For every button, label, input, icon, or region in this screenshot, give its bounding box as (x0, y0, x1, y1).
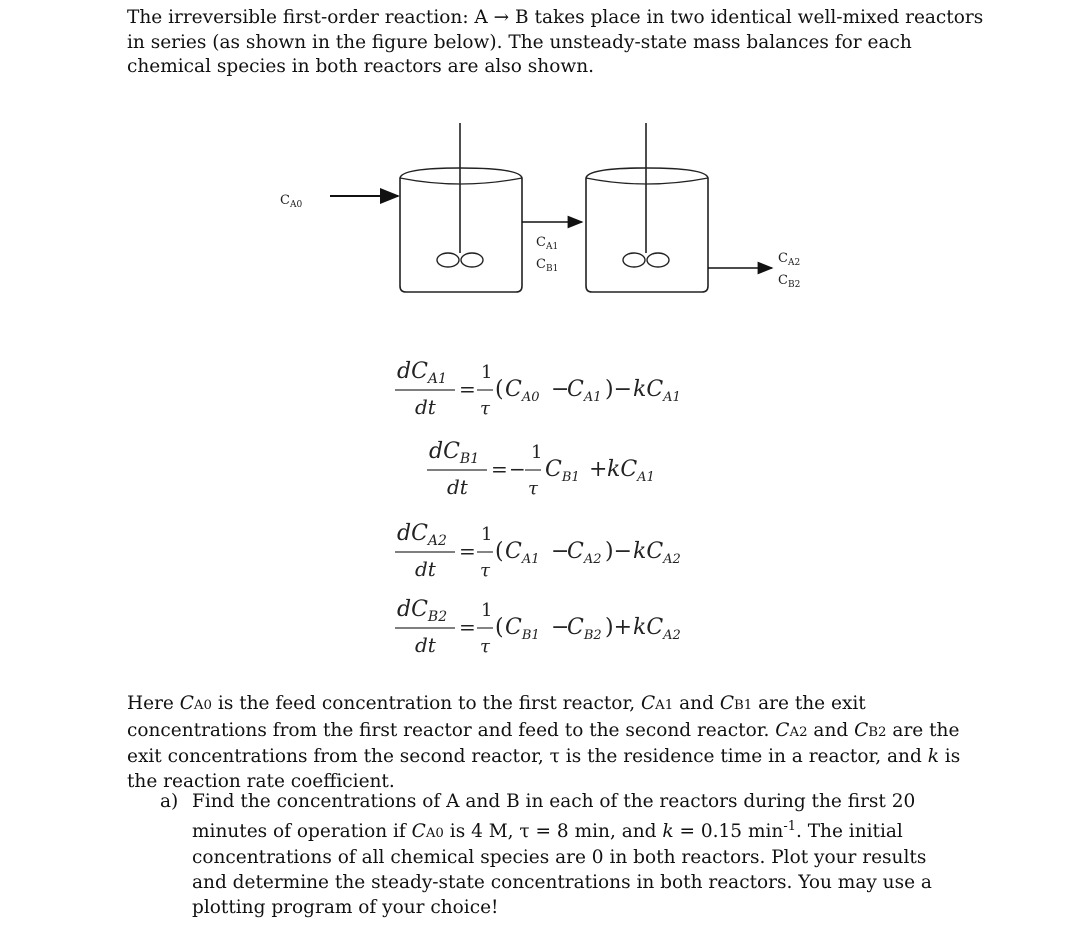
svg-text:τ: τ (480, 398, 490, 419)
svg-text:−: − (551, 615, 570, 640)
svg-text:−: − (551, 539, 570, 564)
equation-3 (395, 521, 681, 581)
mass-balance-equations (385, 350, 725, 670)
svg-text:CB1: $C_{B1}$ (505, 615, 540, 643)
svg-text:kCA2: $kC_{A2}$ (633, 615, 681, 643)
svg-text:(: ( (495, 539, 504, 564)
svg-text:)−: )− (605, 539, 633, 564)
reactor-2 (586, 123, 708, 292)
svg-text:dCB2: $dC_{B2}$ (397, 597, 448, 625)
cb1-term: CB1 (719, 693, 753, 714)
svg-text:1: 1 (481, 600, 493, 621)
exit-label-b: $C_{B2}$ (778, 273, 801, 290)
mid-label-a: $C_{A1}$ (536, 235, 559, 252)
svg-text:τ: τ (528, 478, 538, 499)
svg-text:kCA1: $kC_{A1}$ (633, 377, 681, 405)
svg-text:)+: )+ (605, 615, 633, 640)
svg-text:dt: dt (415, 557, 436, 581)
svg-text:1: 1 (531, 442, 543, 463)
svg-text:dCA2: $dC_{A2}$ (397, 521, 447, 549)
svg-text:−: − (551, 377, 570, 402)
svg-text:kCA2: $kC_{A2}$ (633, 539, 681, 567)
equation-1 (395, 359, 681, 419)
equation-2 (427, 439, 655, 499)
svg-text:(: ( (495, 615, 504, 640)
description-paragraph: Here CA0 is the feed concentration to the first reactor, CA1 and CB1 are the exit concentrations from the first reactor and feed to the second reactor. CA2 and CB2 are the exit concentrations from the second reactor, τ is the residence time in a reactor, and k is the reaction rate coefficient. (127, 693, 961, 792)
svg-text:CA1: $C_{A1}$ (505, 539, 540, 567)
svg-text:1: 1 (481, 362, 493, 383)
svg-text:dt: dt (415, 633, 436, 657)
exit-label-a: $C_{A2}$ (778, 251, 801, 268)
svg-text:dCB1: $dC_{B1}$ (429, 439, 480, 467)
cao-term: CA0 (179, 693, 213, 714)
svg-text:dt: dt (415, 395, 436, 419)
svg-text:CB2: $C_{B2}$ (567, 615, 602, 643)
svg-text:=: = (459, 539, 476, 563)
reactor-diagram (270, 118, 830, 308)
svg-text:=: = (459, 615, 476, 639)
svg-text:1: 1 (481, 524, 493, 545)
feed-label: $C_{A0}$ (280, 193, 303, 210)
svg-text:dt: dt (447, 475, 468, 499)
cb2-term: CB2 (854, 719, 887, 741)
svg-text:CA2: $C_{A2}$ (567, 539, 602, 567)
svg-text:kCA1: $kC_{A1}$ (607, 457, 655, 485)
svg-text:τ: τ (480, 636, 490, 657)
intro-paragraph: The irreversible first-order reaction: A → B takes place in two identical well-mixed reactors in series (as shown in the figure below). The unsteady-state mass balances for each chemical species in both reactors are also shown. (127, 7, 984, 78)
mid-label-b: $C_{B1}$ (536, 257, 559, 274)
svg-text:dCA1: $dC_{A1}$ (397, 359, 447, 387)
k-term: k (927, 746, 939, 768)
ca2-term: CA2 (775, 719, 808, 741)
svg-text:CB1: $C_{B1}$ (545, 457, 580, 485)
part-a-label: a) (160, 791, 179, 812)
svg-text:(: ( (495, 377, 504, 402)
svg-text:τ: τ (480, 560, 490, 581)
part-a-text: Find the concentrations of A and B in each of the reactors during the first 20 minutes of operation if CA0 is 4 M, τ = 8 min, and k = 0.15 $\min^{-1}$. The initial concentrations of all chemical species are 0 in both reactors. Plot your results and determine the steady-state concentrations in both reactors. You may use a plotting program of your choice! (192, 791, 932, 918)
svg-text:−: − (509, 457, 526, 481)
unit-exponent: -1 (783, 818, 796, 834)
svg-text:)−: )− (605, 377, 633, 402)
equation-4 (395, 597, 681, 657)
svg-text:+: + (589, 457, 608, 482)
svg-text:=: = (491, 457, 508, 481)
svg-text:CA1: $C_{A1}$ (567, 377, 602, 405)
reactor-1 (400, 123, 522, 292)
part-a-cao: CA0 (411, 820, 444, 842)
part-a-k: k (662, 820, 674, 842)
svg-text:=: = (459, 377, 476, 401)
svg-text:CA0: $C_{A0}$ (505, 377, 540, 405)
ca1-term: CA1 (641, 693, 674, 714)
